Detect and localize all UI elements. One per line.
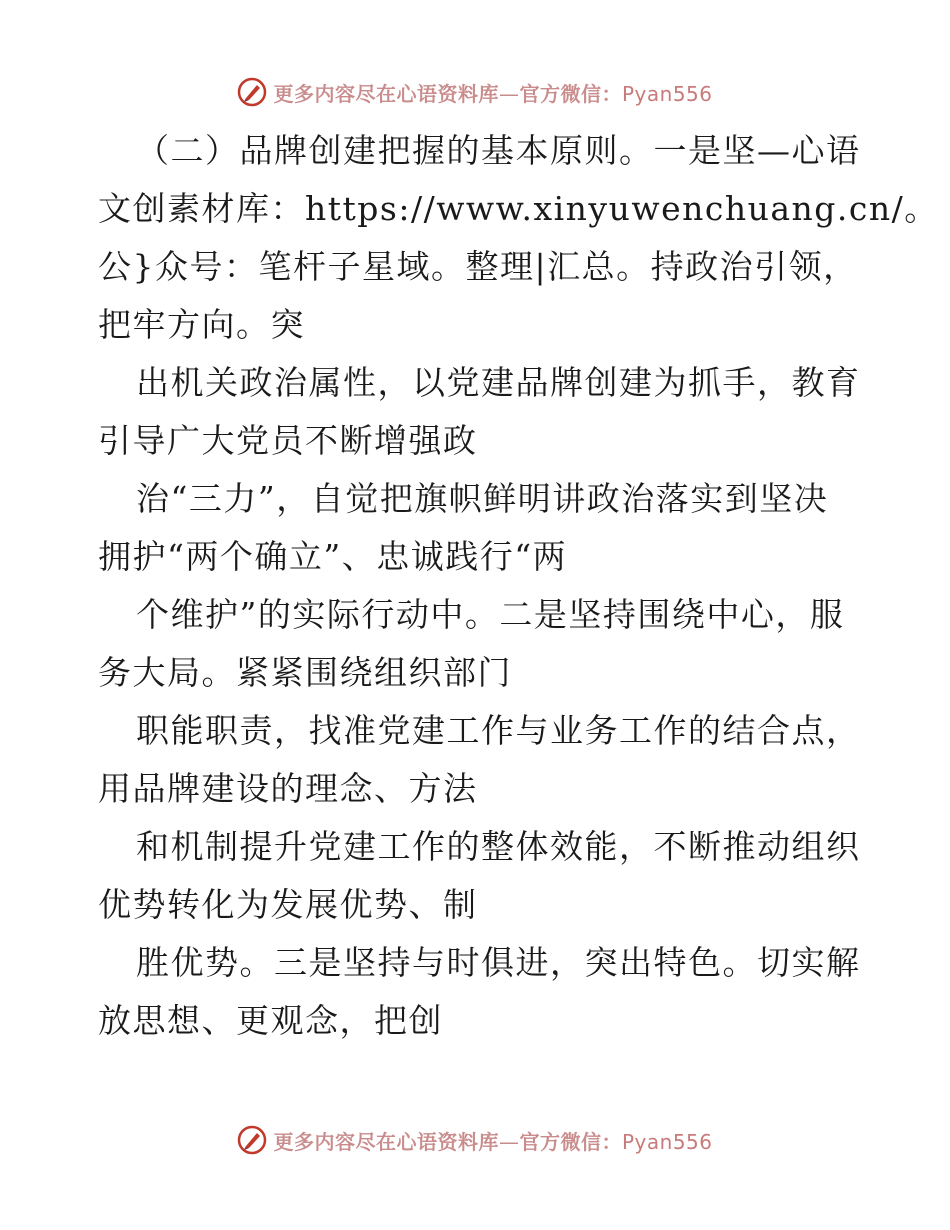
- text-line: 个维护”的实际行动中。二是坚持围绕中心，服: [136, 595, 845, 634]
- text-line: 引导广大党员不断增强政: [98, 421, 478, 460]
- text-line: 职能职责，找准党建工作与业务工作的结合点，: [136, 711, 861, 750]
- paragraph-4: [98, 586, 858, 702]
- text-line: 放思想、更观念，把创: [98, 1001, 443, 1040]
- pen-logo-icon: [237, 1125, 267, 1155]
- text-line: 把牢方向。突: [98, 305, 305, 344]
- paragraph-5: [98, 702, 861, 818]
- text-line: 拥护“两个确立”、忠诚践行“两: [98, 537, 568, 576]
- paragraph-6: [98, 818, 861, 934]
- watermark-text: 更多内容尽在心语资料库—官方微信：Pyan556: [273, 81, 713, 106]
- text-line: 公}众号：笔杆子星域。整理|汇总。持政治引领，: [98, 247, 858, 286]
- text-line: 胜优势。三是坚持与时俱进，突出特色。切实解: [136, 943, 861, 982]
- text-line: 文创素材库：https://www.xinyuwenchuang.cn/。: [98, 189, 939, 228]
- text-line: 务大局。紧紧围绕组织部门: [98, 653, 512, 692]
- text-line: 治“三力”，自觉把旗帜鲜明讲政治落实到坚决: [136, 479, 829, 518]
- text-line: 优势转化为发展优势、制: [98, 885, 478, 924]
- footer-watermark: [0, 1120, 950, 1160]
- pen-logo-icon: [237, 77, 267, 107]
- header-watermark: [0, 72, 950, 112]
- text-line: （二）品牌创建把握的基本原则。一是坚—心语: [136, 131, 861, 170]
- text-line: 用品牌建设的理念、方法: [98, 769, 478, 808]
- document-body: [98, 122, 939, 1050]
- paragraph-3: [98, 470, 858, 586]
- text-line: 和机制提升党建工作的整体效能，不断推动组织: [136, 827, 861, 866]
- paragraph-7: [98, 934, 861, 1050]
- paragraph-2: [98, 354, 861, 470]
- paragraph-1: [98, 122, 939, 354]
- text-line: 出机关政治属性，以党建品牌创建为抓手，教育: [136, 363, 861, 402]
- watermark-text: 更多内容尽在心语资料库—官方微信：Pyan556: [273, 1129, 713, 1154]
